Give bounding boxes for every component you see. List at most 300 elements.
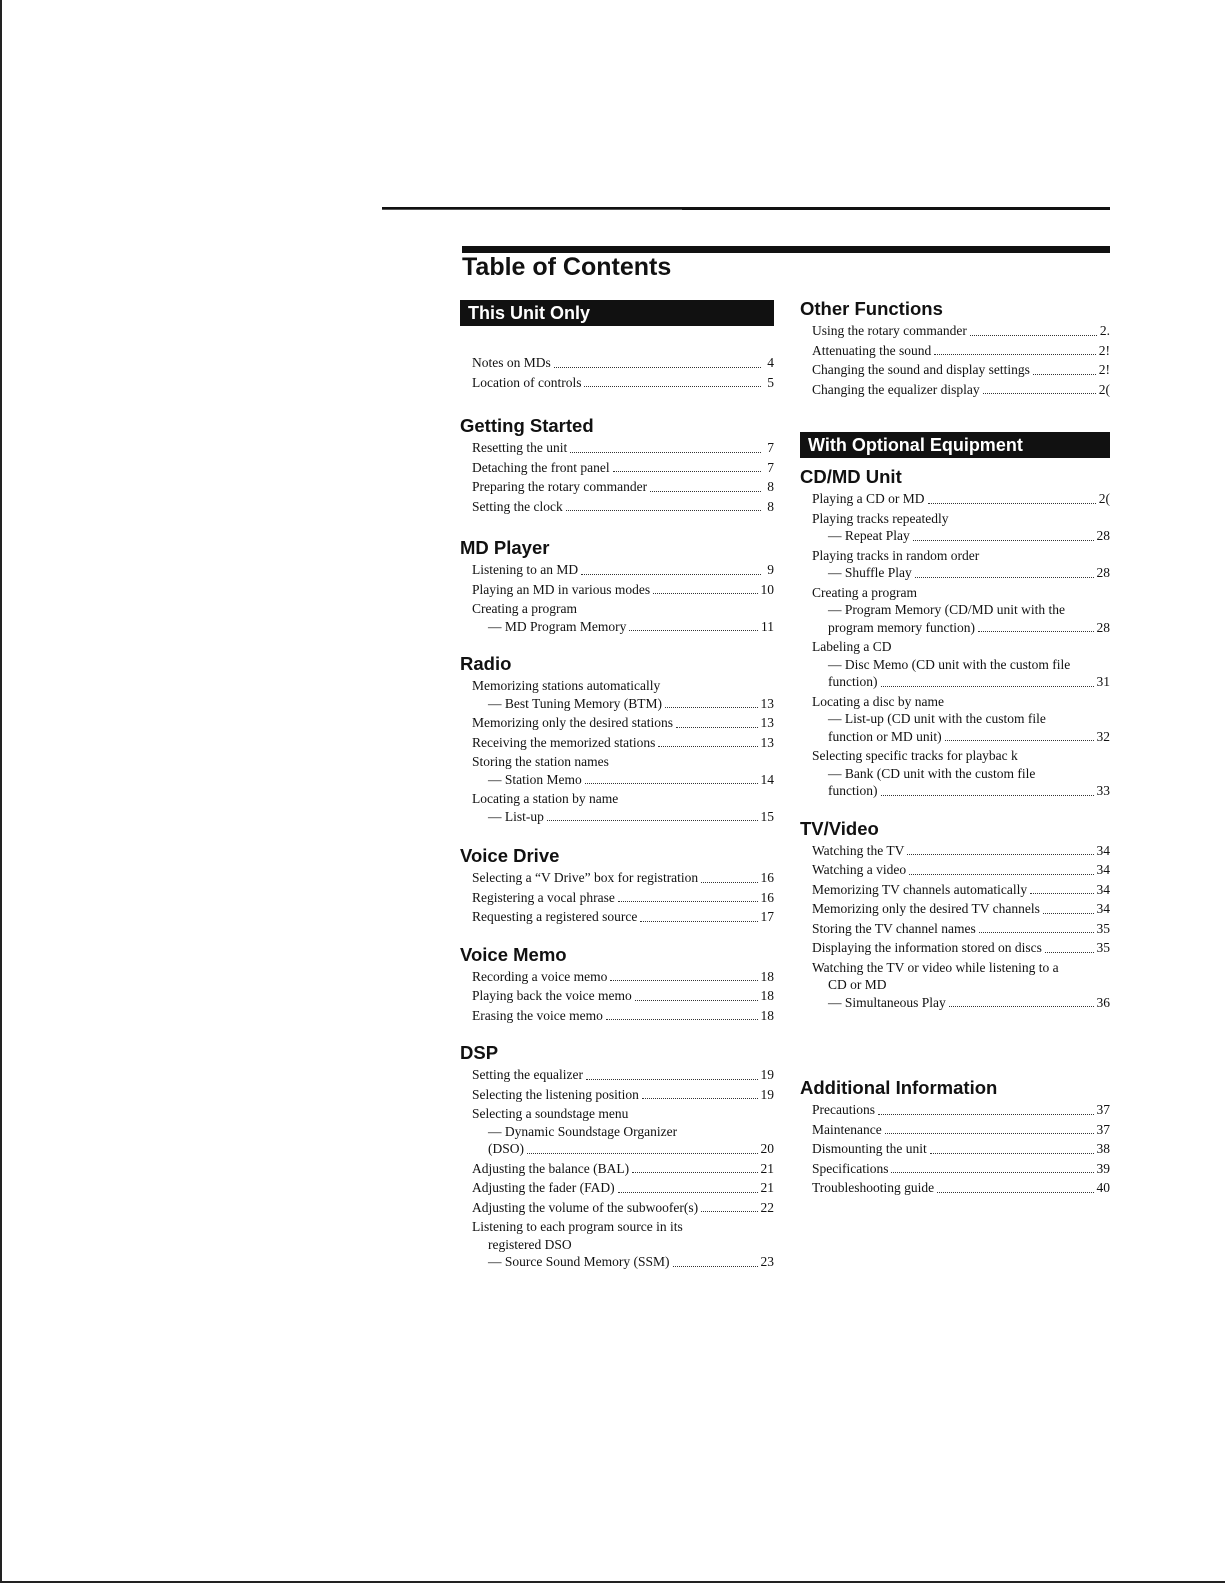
page-number: 5 bbox=[767, 374, 774, 390]
entry-text: Setting the clock bbox=[472, 498, 563, 514]
page-number: 40 bbox=[1096, 1180, 1110, 1195]
toc-entry[interactable] bbox=[812, 547, 1110, 582]
dot-leader bbox=[554, 367, 761, 368]
entry-list bbox=[800, 1101, 1110, 1197]
entry-text: Displaying the information stored on discs bbox=[812, 940, 1042, 955]
entry-text: Playing an MD in various modes bbox=[472, 581, 651, 597]
entry-text: Preparing the rotary commander bbox=[472, 479, 648, 494]
toc-entry[interactable] bbox=[472, 581, 774, 599]
toc-entry[interactable] bbox=[472, 908, 774, 926]
toc-entry[interactable] bbox=[812, 1101, 1110, 1119]
entry-list bbox=[460, 677, 774, 825]
toc-section bbox=[460, 415, 774, 515]
dot-leader bbox=[979, 932, 1094, 933]
page-number: 28 bbox=[1096, 619, 1110, 635]
entry-text: function) bbox=[828, 783, 878, 798]
entry-text: function) bbox=[828, 674, 878, 689]
page-number: 11 bbox=[761, 618, 774, 634]
dot-leader bbox=[1045, 952, 1094, 953]
entry-list bbox=[460, 561, 774, 635]
page-number: 15 bbox=[760, 808, 774, 824]
page-number: 35 bbox=[1096, 920, 1110, 936]
toc-section bbox=[460, 537, 774, 635]
right-column bbox=[800, 298, 1110, 1199]
page-number: 4 bbox=[767, 355, 774, 370]
toc-entry[interactable] bbox=[472, 374, 774, 392]
page-number: 20 bbox=[760, 1141, 774, 1156]
entry-text: Creating a program bbox=[812, 584, 917, 600]
entry-text: Listening to an MD bbox=[472, 562, 579, 577]
entry-row bbox=[812, 342, 1110, 360]
entry-row bbox=[812, 1179, 1110, 1197]
entry-row bbox=[472, 1086, 774, 1104]
page-number: 2. bbox=[1099, 323, 1110, 338]
entry-row bbox=[472, 439, 774, 457]
entry-text: Storing the TV channel names bbox=[812, 920, 976, 936]
entry-text: Labeling a CD bbox=[812, 639, 892, 654]
entry-text: Erasing the voice memo bbox=[472, 1007, 603, 1023]
entry-row bbox=[472, 695, 774, 713]
entry-text: — Simultaneous Play bbox=[828, 994, 946, 1010]
entry-text: (DSO) bbox=[488, 1141, 524, 1156]
dot-leader bbox=[701, 882, 757, 883]
page-number: 23 bbox=[760, 1254, 774, 1269]
page-number: 34 bbox=[1096, 901, 1110, 916]
entry-text: — List-up bbox=[488, 808, 544, 824]
page-number: 7 bbox=[767, 440, 774, 455]
section-heading: Getting Started bbox=[460, 415, 594, 436]
entry-text: — Shuffle Play bbox=[828, 565, 912, 580]
entry-text: Notes on MDs bbox=[472, 355, 551, 370]
toc-entry[interactable] bbox=[472, 600, 774, 635]
page-number: 34 bbox=[1096, 862, 1110, 877]
entry-row bbox=[812, 564, 1110, 582]
entry-text: registered DSO bbox=[488, 1236, 572, 1252]
toc-entry[interactable] bbox=[812, 920, 1110, 938]
dot-leader bbox=[1030, 893, 1093, 894]
dot-leader bbox=[527, 1153, 758, 1154]
entry-text: Adjusting the fader (FAD) bbox=[472, 1180, 615, 1195]
entry-text: Watching the TV or video while listening to a bbox=[812, 959, 1059, 975]
entry-text: Selecting a soundstage menu bbox=[472, 1106, 629, 1121]
entry-text: — Disc Memo (CD unit with the custom file bbox=[828, 656, 1071, 672]
toc-entry[interactable] bbox=[472, 478, 774, 496]
page-number: 28 bbox=[1096, 528, 1110, 543]
entry-row bbox=[472, 987, 774, 1005]
entry-text: — Repeat Play bbox=[828, 528, 910, 543]
page-number: 18 bbox=[760, 1007, 774, 1023]
entry-row bbox=[472, 968, 774, 986]
entry-row bbox=[812, 782, 1110, 800]
dot-leader bbox=[928, 503, 1096, 504]
toc-entry[interactable] bbox=[812, 1160, 1110, 1178]
section-heading: DSP bbox=[460, 1042, 499, 1063]
entry-text: Creating a program bbox=[472, 601, 577, 616]
entry-text: Selecting the listening position bbox=[472, 1086, 639, 1102]
header-rule-thin bbox=[382, 209, 682, 210]
dot-leader bbox=[581, 574, 761, 575]
entry-list bbox=[460, 354, 774, 391]
toc-entry[interactable] bbox=[812, 747, 1110, 800]
page-title: Table of Contents bbox=[462, 253, 672, 281]
dot-leader bbox=[640, 921, 757, 922]
entry-row bbox=[812, 490, 1110, 508]
entry-row bbox=[812, 842, 1110, 860]
page-number: 19 bbox=[760, 1086, 774, 1102]
entry-row bbox=[812, 1121, 1110, 1139]
entry-row bbox=[472, 734, 774, 752]
dot-leader bbox=[613, 471, 761, 472]
page-number: 34 bbox=[1096, 842, 1110, 858]
entry-text: Playing a CD or MD bbox=[812, 491, 925, 506]
dot-leader bbox=[970, 335, 1097, 336]
toc-entry[interactable] bbox=[812, 842, 1110, 860]
section-heading: Radio bbox=[460, 653, 512, 674]
entry-row bbox=[472, 354, 774, 372]
toc-entry[interactable] bbox=[472, 1066, 774, 1084]
entry-row bbox=[472, 498, 774, 516]
toc-entry[interactable] bbox=[472, 1179, 774, 1197]
right-top-sections bbox=[800, 298, 1110, 398]
entry-row bbox=[472, 1179, 774, 1197]
toc-entry[interactable] bbox=[812, 381, 1110, 399]
entry-text: — List-up (CD unit with the custom file bbox=[828, 711, 1046, 726]
page-number: 39 bbox=[1096, 1160, 1110, 1176]
page-number: 10 bbox=[760, 581, 774, 597]
entry-text: Locating a station by name bbox=[472, 791, 619, 806]
toc-entry[interactable] bbox=[472, 677, 774, 712]
page-number: 16 bbox=[760, 870, 774, 885]
dot-leader bbox=[885, 1133, 1094, 1134]
dot-leader bbox=[913, 540, 1094, 541]
dot-leader bbox=[881, 795, 1094, 796]
entry-row bbox=[812, 673, 1110, 691]
dot-leader bbox=[585, 783, 758, 784]
entry-text: — Best Tuning Memory (BTM) bbox=[488, 695, 663, 711]
entry-row bbox=[812, 728, 1110, 746]
entry-list bbox=[800, 842, 1110, 1012]
page-number: 21 bbox=[760, 1180, 774, 1195]
toc-entry[interactable] bbox=[472, 439, 774, 457]
section-heading: Other Functions bbox=[800, 298, 943, 319]
page-number: 38 bbox=[1096, 1141, 1110, 1156]
toc-entry[interactable] bbox=[472, 498, 774, 516]
toc-entry[interactable] bbox=[472, 354, 774, 372]
dot-leader bbox=[606, 1019, 758, 1020]
entry-text: Specifications bbox=[812, 1160, 889, 1176]
entry-row bbox=[472, 1253, 774, 1271]
entry-row bbox=[812, 619, 1110, 637]
toc-section bbox=[800, 818, 1110, 1012]
entry-text: Watching a video bbox=[812, 862, 907, 877]
page-number: 18 bbox=[760, 968, 774, 984]
dot-leader bbox=[1033, 374, 1096, 375]
dot-leader bbox=[891, 1172, 1093, 1173]
entry-row bbox=[472, 889, 774, 907]
entry-text: CD or MD bbox=[828, 977, 887, 992]
page-number: 14 bbox=[760, 771, 774, 787]
entry-row bbox=[812, 939, 1110, 957]
entry-list bbox=[800, 322, 1110, 398]
page-number: 33 bbox=[1096, 783, 1110, 798]
dot-leader bbox=[915, 577, 1094, 578]
left-column bbox=[460, 300, 774, 1273]
dot-leader bbox=[610, 980, 757, 981]
entry-text: function or MD unit) bbox=[828, 728, 942, 744]
toc-entry[interactable] bbox=[812, 881, 1110, 899]
right-sections bbox=[800, 466, 1110, 1197]
toc-section bbox=[460, 845, 774, 926]
entry-row bbox=[472, 478, 774, 496]
page-number: 35 bbox=[1096, 940, 1110, 955]
entry-text: Setting the equalizer bbox=[472, 1067, 583, 1082]
entry-text: Receiving the memorized stations bbox=[472, 734, 656, 750]
entry-row bbox=[812, 900, 1110, 918]
dot-leader bbox=[945, 740, 1094, 741]
toc-entry[interactable] bbox=[812, 693, 1110, 746]
entry-text: Precautions bbox=[812, 1102, 875, 1117]
toc-section bbox=[800, 1077, 1110, 1197]
toc-section bbox=[460, 944, 774, 1025]
dot-leader bbox=[1043, 913, 1094, 914]
page-number: 16 bbox=[760, 889, 774, 905]
entry-text: — Program Memory (CD/MD unit with the bbox=[828, 602, 1065, 617]
dot-leader bbox=[934, 354, 1096, 355]
entry-row bbox=[812, 1140, 1110, 1158]
toc-entry[interactable] bbox=[812, 638, 1110, 691]
entry-row bbox=[472, 1140, 774, 1158]
entry-text: Memorizing stations automatically bbox=[472, 678, 661, 693]
dot-leader bbox=[930, 1153, 1094, 1154]
entry-list bbox=[800, 490, 1110, 800]
dot-leader bbox=[881, 686, 1094, 687]
entry-text: — MD Program Memory bbox=[488, 618, 627, 634]
section-heading: MD Player bbox=[460, 537, 550, 558]
toc-section bbox=[460, 1042, 774, 1271]
entry-text: Memorizing only the desired stations bbox=[472, 715, 673, 730]
dot-leader bbox=[978, 631, 1094, 632]
entry-row bbox=[472, 908, 774, 926]
toc-entry[interactable] bbox=[812, 361, 1110, 379]
banner-with-optional-equipment: With Optional Equipment bbox=[800, 432, 1110, 458]
entry-row bbox=[472, 1007, 774, 1025]
toc-entry[interactable] bbox=[472, 1007, 774, 1025]
toc-entry[interactable] bbox=[812, 900, 1110, 918]
entry-text: Watching the TV bbox=[812, 842, 905, 858]
entry-text: Adjusting the balance (BAL) bbox=[472, 1160, 630, 1176]
entry-row bbox=[472, 1066, 774, 1084]
dot-leader bbox=[618, 1192, 758, 1193]
dot-leader bbox=[629, 630, 758, 631]
toc-entry[interactable] bbox=[472, 869, 774, 887]
section-heading: Voice Drive bbox=[460, 845, 560, 866]
page-number: 2( bbox=[1098, 381, 1110, 397]
entry-text: program memory function) bbox=[828, 619, 975, 635]
dot-leader bbox=[635, 1000, 758, 1001]
toc-entry[interactable] bbox=[472, 1218, 774, 1271]
toc-entry[interactable] bbox=[812, 1179, 1110, 1197]
entry-text: Storing the station names bbox=[472, 754, 609, 769]
entry-row bbox=[472, 459, 774, 477]
dot-leader bbox=[570, 452, 761, 453]
dot-leader bbox=[547, 820, 758, 821]
entry-text: Listening to each program source in its bbox=[472, 1219, 683, 1234]
entry-text: Selecting specific tracks for playbac k bbox=[812, 748, 1018, 763]
toc-entry[interactable] bbox=[812, 322, 1110, 340]
entry-text: Adjusting the volume of the subwoofer(s) bbox=[472, 1199, 699, 1215]
entry-text: Playing tracks in random order bbox=[812, 547, 980, 563]
page-number: 13 bbox=[760, 695, 774, 711]
toc-entry[interactable] bbox=[472, 987, 774, 1005]
page-number: 36 bbox=[1096, 994, 1110, 1010]
entry-text: — Bank (CD unit with the custom file bbox=[828, 765, 1036, 781]
section-heading: Voice Memo bbox=[460, 943, 567, 965]
dot-leader bbox=[618, 901, 758, 902]
dot-leader bbox=[650, 491, 761, 492]
toc-entry[interactable] bbox=[812, 1121, 1110, 1139]
toc-entry[interactable] bbox=[472, 561, 774, 579]
page-number: 17 bbox=[760, 909, 774, 924]
toc-entry[interactable] bbox=[812, 959, 1110, 1012]
dot-leader bbox=[673, 1266, 758, 1267]
entry-row bbox=[812, 1160, 1110, 1178]
entry-row bbox=[472, 771, 774, 789]
page-number: 13 bbox=[760, 715, 774, 730]
dot-leader bbox=[584, 386, 761, 387]
entry-text: Playing tracks repeatedly bbox=[812, 510, 949, 526]
page-number: 13 bbox=[760, 734, 774, 750]
entry-row bbox=[812, 361, 1110, 379]
entry-row bbox=[472, 869, 774, 887]
page-number: 8 bbox=[767, 479, 774, 494]
toc-entry[interactable] bbox=[472, 714, 774, 732]
toc-entry[interactable] bbox=[812, 1140, 1110, 1158]
toc-entry[interactable] bbox=[812, 584, 1110, 637]
entry-text: Memorizing only the desired TV channels bbox=[812, 901, 1040, 916]
page-number: 2( bbox=[1098, 491, 1110, 506]
entry-text: Dismounting the unit bbox=[812, 1141, 927, 1156]
dot-leader bbox=[653, 593, 757, 594]
page-number: 31 bbox=[1096, 674, 1110, 689]
page-number: 8 bbox=[767, 498, 774, 514]
entry-text: Resetting the unit bbox=[472, 440, 568, 455]
entry-text: Registering a vocal phrase bbox=[472, 889, 615, 905]
toc-entry[interactable] bbox=[472, 968, 774, 986]
entry-text: — Dynamic Soundstage Organizer bbox=[488, 1123, 678, 1139]
page-number: 2! bbox=[1098, 342, 1110, 358]
dot-leader bbox=[909, 874, 1093, 875]
entry-text: Troubleshooting guide bbox=[812, 1180, 935, 1195]
entry-row bbox=[812, 381, 1110, 399]
entry-row bbox=[812, 994, 1110, 1012]
entry-text: Selecting a “V Drive” box for registration bbox=[472, 870, 699, 885]
toc-entry[interactable] bbox=[472, 459, 774, 477]
entry-row bbox=[472, 1160, 774, 1178]
entry-row bbox=[812, 1101, 1110, 1119]
toc-entry[interactable] bbox=[812, 490, 1110, 508]
entry-row bbox=[472, 618, 774, 636]
toc-section bbox=[800, 466, 1110, 800]
entry-list bbox=[460, 439, 774, 515]
title-rule bbox=[462, 246, 1110, 253]
entry-list bbox=[460, 1066, 774, 1271]
toc-section bbox=[460, 354, 774, 391]
section-heading: TV/Video bbox=[800, 817, 879, 839]
entry-text: Playing back the voice memo bbox=[472, 988, 632, 1003]
dot-leader bbox=[676, 727, 758, 728]
dot-leader bbox=[665, 707, 757, 708]
entry-text: Location of controls bbox=[472, 374, 582, 390]
entry-text: Maintenance bbox=[812, 1121, 882, 1137]
entry-text: Recording a voice memo bbox=[472, 968, 608, 984]
entry-row bbox=[472, 808, 774, 826]
toc-entry[interactable] bbox=[812, 342, 1110, 360]
toc-entry[interactable] bbox=[812, 939, 1110, 957]
section-heading: CD/MD Unit bbox=[800, 466, 902, 487]
entry-text: — Source Sound Memory (SSM) bbox=[488, 1254, 670, 1269]
entry-list bbox=[460, 869, 774, 926]
dot-leader bbox=[949, 1006, 1094, 1007]
entry-row bbox=[472, 581, 774, 599]
dot-leader bbox=[878, 1114, 1094, 1115]
page-number: 18 bbox=[760, 988, 774, 1003]
page-number: 2! bbox=[1098, 362, 1110, 377]
entry-text: Requesting a registered source bbox=[472, 909, 638, 924]
toc-entry[interactable] bbox=[472, 1086, 774, 1104]
dot-leader bbox=[937, 1192, 1093, 1193]
toc-section bbox=[800, 298, 1110, 398]
page-number: 21 bbox=[760, 1160, 774, 1176]
toc-entry[interactable] bbox=[472, 1105, 774, 1158]
entry-row bbox=[472, 1199, 774, 1217]
page-number: 37 bbox=[1096, 1102, 1110, 1117]
entry-text: Memorizing TV channels automatically bbox=[812, 881, 1028, 897]
entry-row bbox=[812, 881, 1110, 899]
entry-row bbox=[812, 527, 1110, 545]
page-number: 32 bbox=[1096, 728, 1110, 744]
entry-text: Using the rotary commander bbox=[812, 323, 967, 338]
dot-leader bbox=[632, 1172, 757, 1173]
page-number: 22 bbox=[760, 1199, 774, 1215]
toc-entry[interactable] bbox=[472, 889, 774, 907]
dot-leader bbox=[566, 510, 761, 511]
toc-entry[interactable] bbox=[472, 753, 774, 788]
toc-entry[interactable] bbox=[472, 1199, 774, 1217]
entry-list bbox=[460, 968, 774, 1025]
page-number: 7 bbox=[767, 459, 774, 475]
page-number: 19 bbox=[760, 1067, 774, 1082]
dot-leader bbox=[907, 854, 1093, 855]
dot-leader bbox=[983, 393, 1096, 394]
toc-entry[interactable] bbox=[472, 734, 774, 752]
entry-row bbox=[472, 561, 774, 579]
dot-leader bbox=[586, 1079, 758, 1080]
toc-entry[interactable] bbox=[812, 510, 1110, 545]
entry-text: Attenuating the sound bbox=[812, 342, 932, 358]
entry-text: — Station Memo bbox=[488, 771, 582, 787]
left-sections bbox=[460, 354, 774, 1271]
toc-entry[interactable] bbox=[472, 790, 774, 825]
page-number: 28 bbox=[1096, 565, 1110, 580]
entry-text: Locating a disc by name bbox=[812, 693, 944, 709]
toc-entry[interactable] bbox=[472, 1160, 774, 1178]
dot-leader bbox=[701, 1211, 757, 1212]
page-edge-line bbox=[0, 0, 2, 1583]
dot-leader bbox=[658, 746, 757, 747]
toc-entry[interactable] bbox=[812, 861, 1110, 879]
entry-text: Detaching the front panel bbox=[472, 459, 610, 475]
entry-row bbox=[812, 322, 1110, 340]
